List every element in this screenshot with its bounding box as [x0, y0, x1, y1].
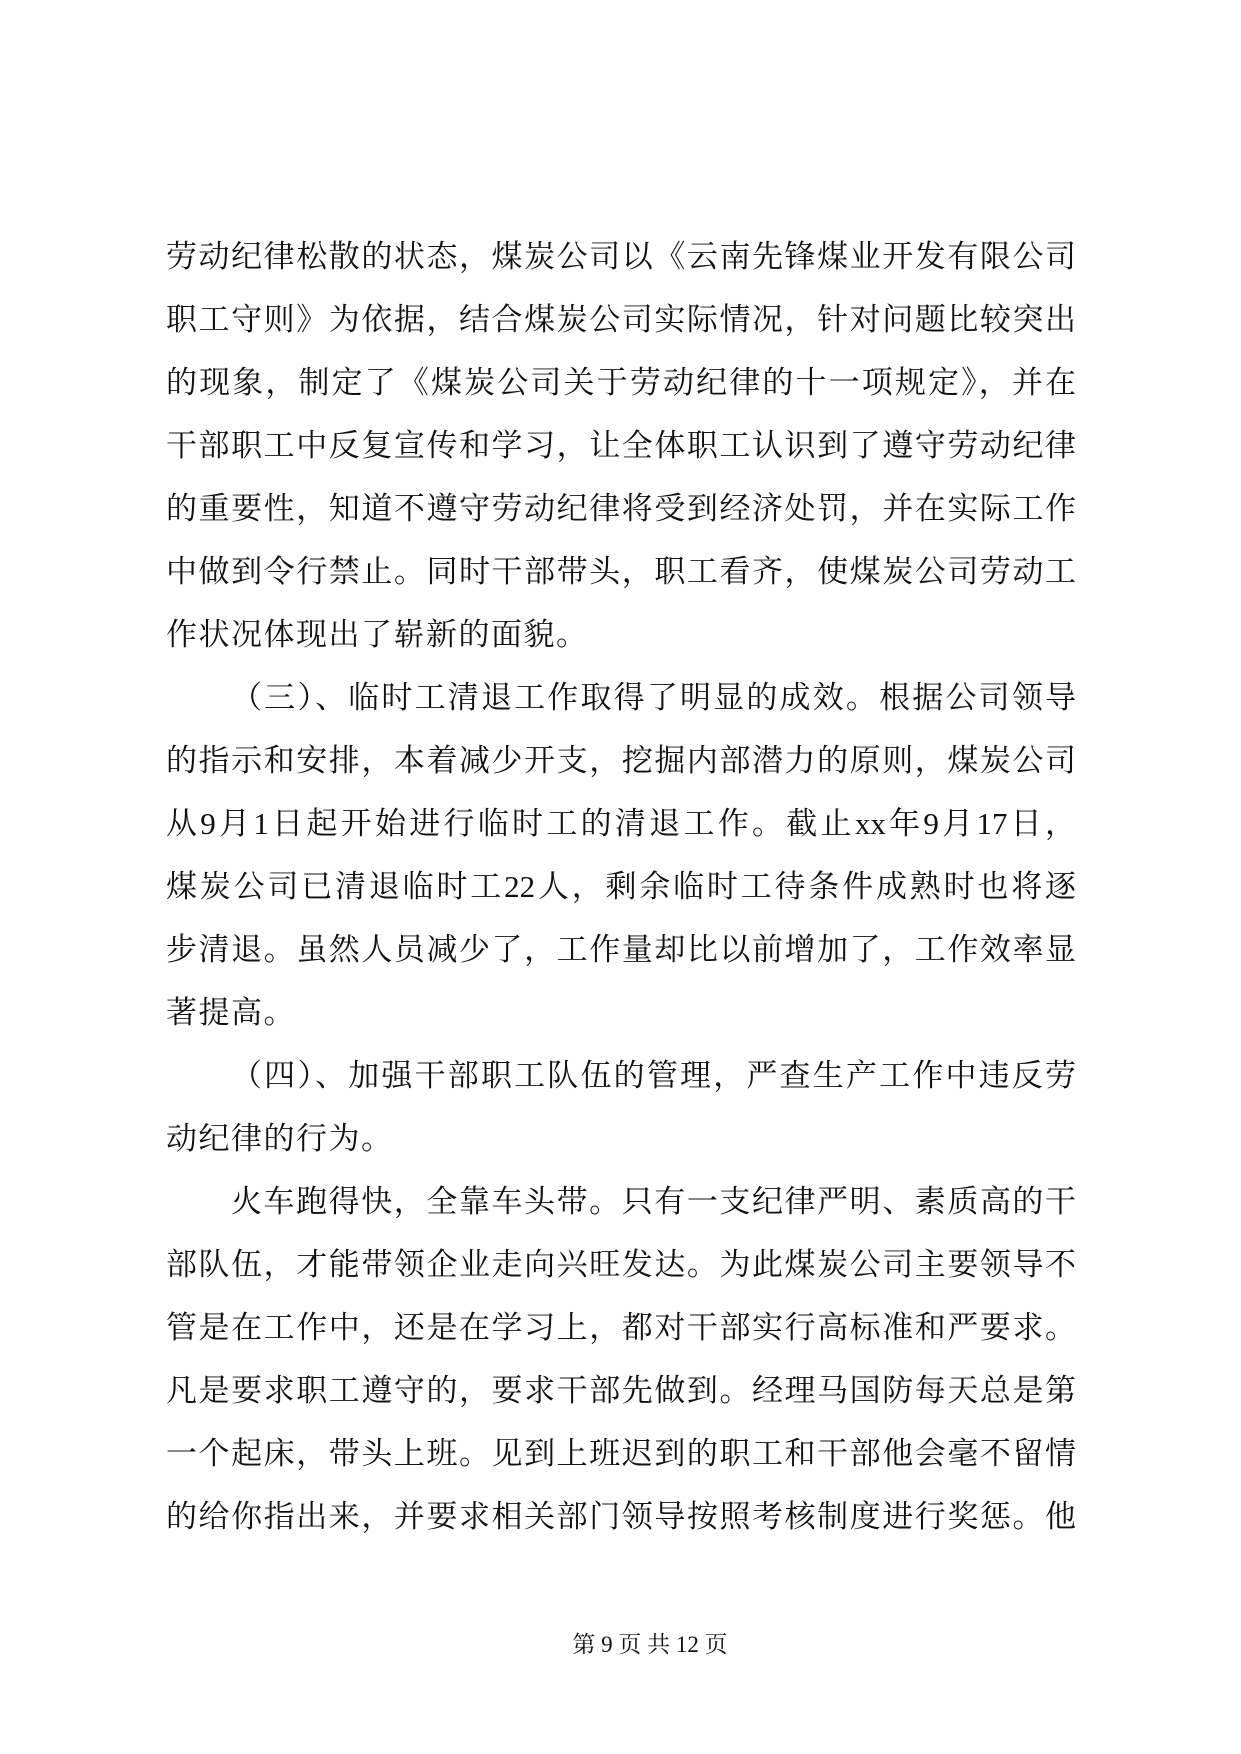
text-line: 的重要性，知道不遵守劳动纪律将受到经济处罚，并在实际工作	[166, 491, 1076, 526]
text-line: 一个起床，带头上班。见到上班迟到的职工和干部他会毫不留情	[166, 1436, 1076, 1471]
text-line: 作状况体现出了崭新的面貌。	[166, 617, 589, 652]
text-line: 从9月1日起开始进行临时工的清退工作。截止xx年9月17日，	[166, 806, 1076, 841]
text-line: 干部职工中反复宣传和学习，让全体职工认识到了遵守劳动纪律	[166, 428, 1076, 463]
paragraph	[166, 1170, 1076, 1548]
text-line: 煤炭公司已清退临时工22人，剩余临时工待条件成熟时也将逐	[166, 869, 1076, 904]
text-line: 著提高。	[166, 995, 296, 1030]
text-line: （三）、临时工清退工作取得了明显的成效。根据公司领导	[231, 680, 1076, 715]
page-footer: 第 9 页 共 12 页	[572, 1632, 728, 1657]
text-line: 的给你指出来，并要求相关部门领导按照考核制度进行奖惩。他	[166, 1499, 1076, 1534]
text-line: 凡是要求职工遵守的，要求干部先做到。经理马国防每天总是第	[166, 1373, 1076, 1408]
text-line: 的现象，制定了《煤炭公司关于劳动纪律的十一项规定》，并在	[166, 365, 1076, 400]
text-line: 动纪律的行为。	[166, 1121, 394, 1156]
text-line: 的指示和安排，本着减少开支，挖掘内部潜力的原则，煤炭公司	[166, 743, 1076, 778]
paragraph-section-four	[166, 1044, 1076, 1170]
text-line: 劳动纪律松散的状态，煤炭公司以《云南先锋煤业开发有限公司	[166, 239, 1076, 274]
text-line: 职工守则》为依据，结合煤炭公司实际情况，针对问题比较突出	[166, 302, 1076, 337]
paragraph-continued	[166, 225, 1076, 666]
text-line: 部队伍，才能带领企业走向兴旺发达。为此煤炭公司主要领导不	[166, 1247, 1076, 1282]
body-text	[166, 225, 1076, 1548]
text-line: （四）、加强干部职工队伍的管理，严查生产工作中违反劳	[231, 1058, 1076, 1093]
text-line: 中做到令行禁止。同时干部带头，职工看齐，使煤炭公司劳动工	[166, 554, 1076, 589]
text-line: 管是在工作中，还是在学习上，都对干部实行高标准和严要求。	[166, 1310, 1076, 1345]
paragraph-section-three	[166, 666, 1076, 1044]
text-line: 火车跑得快，全靠车头带。只有一支纪律严明、素质高的干	[231, 1184, 1076, 1219]
text-line: 步清退。虽然人员减少了，工作量却比以前增加了，工作效率显	[166, 932, 1076, 967]
